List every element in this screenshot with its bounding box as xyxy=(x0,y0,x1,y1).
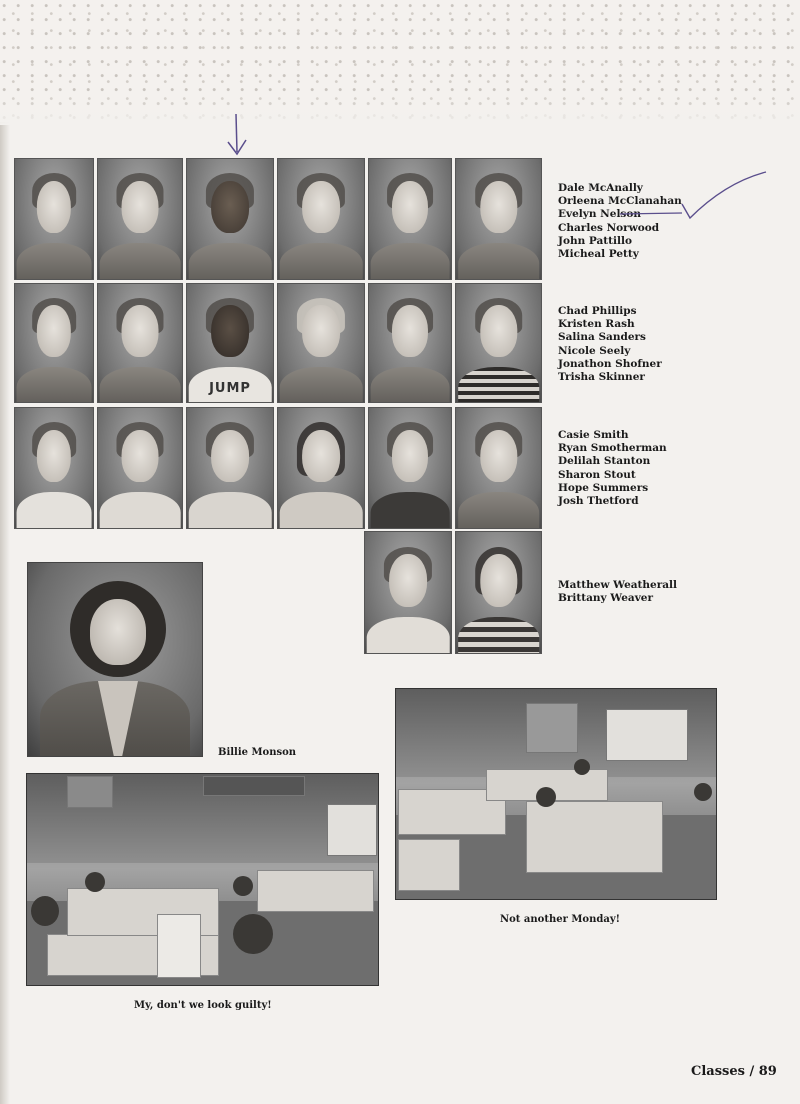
portrait-photo xyxy=(186,407,274,529)
student-name: Hope Summers xyxy=(558,481,649,494)
portrait-photo xyxy=(455,407,542,529)
page-number: Classes / 89 xyxy=(691,1064,777,1079)
name-list-row-2 xyxy=(558,305,662,384)
portrait-photo xyxy=(277,407,365,529)
caption-right-photo: Not another Monday! xyxy=(500,914,621,925)
portrait-photo xyxy=(14,407,94,529)
portrait-photo xyxy=(455,158,542,280)
portrait-photo xyxy=(14,283,94,403)
student-name: Chad Phillips xyxy=(558,305,637,317)
portrait-photo xyxy=(186,158,274,280)
portrait-photo xyxy=(364,531,452,654)
student-name: John Pattillo xyxy=(558,234,632,247)
caption-left-photo: My, don't we look guilty! xyxy=(134,1000,272,1011)
student-name: Micheal Petty xyxy=(558,248,639,261)
portrait-photo xyxy=(455,531,542,654)
portrait-photo xyxy=(277,283,365,403)
portrait-photo xyxy=(368,407,452,529)
student-name: Kristen Rash xyxy=(558,318,635,331)
teacher-portrait xyxy=(27,562,203,757)
student-name: Dale McAnally xyxy=(558,182,643,194)
student-name: Brittany Weaver xyxy=(558,592,654,605)
student-name: Matthew Weatherall xyxy=(558,579,678,591)
student-name: Delilah Stanton xyxy=(558,455,651,468)
student-name: Evelyn Nelson xyxy=(558,208,641,221)
teacher-name: Billie Monson xyxy=(218,747,297,758)
portrait-photo xyxy=(97,407,183,529)
student-name: Charles Norwood xyxy=(558,221,660,234)
student-name: Orleena McClanahan xyxy=(558,195,682,208)
student-name: Trisha Skinner xyxy=(558,371,645,384)
name-list-row-3 xyxy=(558,429,667,508)
portrait-photo xyxy=(368,283,452,403)
classroom-photo-left xyxy=(26,773,379,986)
portrait-photo xyxy=(97,283,183,403)
portrait-photo xyxy=(368,158,452,280)
shirt-text: JUMP xyxy=(209,381,251,396)
portrait-photo xyxy=(186,283,274,403)
student-name: Salina Sanders xyxy=(558,331,646,344)
portrait-photo xyxy=(277,158,365,280)
portrait-photo xyxy=(97,158,183,280)
student-name: Nicole Seely xyxy=(558,344,631,357)
name-list-row-4 xyxy=(558,579,677,605)
student-name: Josh Thetford xyxy=(558,495,639,508)
pen-check-mark xyxy=(620,168,770,224)
student-name: Casie Smith xyxy=(558,429,629,441)
student-name: Jonathon Shofner xyxy=(558,357,662,370)
classroom-photo-right xyxy=(395,688,717,900)
pen-arrow-mark xyxy=(220,112,254,158)
portrait-photo xyxy=(455,283,542,403)
student-name: Sharon Stout xyxy=(558,468,636,481)
portrait-photo xyxy=(14,158,94,280)
student-name: Ryan Smotherman xyxy=(558,442,667,455)
page-edge-shadow xyxy=(0,0,10,1104)
